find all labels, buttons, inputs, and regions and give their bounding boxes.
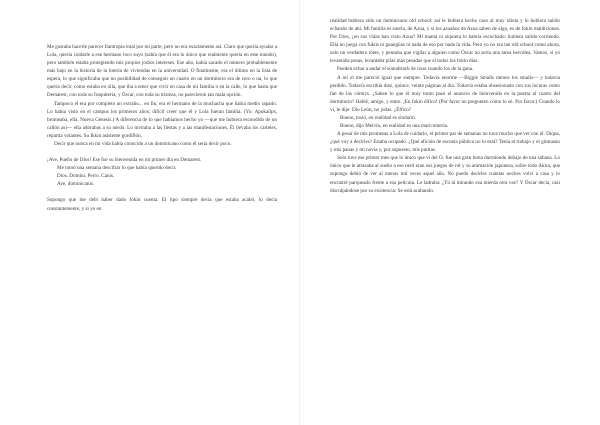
paragraph: Tampoco él era por completo un extraño... en fin, era el hermano de la muchacha que había medio rapado. Lo había visto en el campus los primeros años; difícil creer que él y Lola fueran familia. (Yo: Apokalips, bromeaba, ella. Nueva Génesis.) A diferencia de lo que habíamos hecho yo —que me hubiera escondido de un callón así— ella adorabas a su nerdo. Lo invitaba a las fiestas y a las manifestaciones. Él llevaba los carteles, repartía volantes. Su Ikkin asistente gordiflón. (47, 100, 277, 139)
left-page-text (47, 43, 277, 213)
paragraph: Supongo que me debí haber dado fokin cuenta. El tipo siempre decía que estaba acabó, lo decía constantemente, y si yo en (47, 197, 277, 212)
blank-line (47, 148, 277, 156)
paragraph: Ave, dominicanis. (57, 181, 95, 188)
paragraph: Bueno, dijo Melvin, en realidad es una maricomería. (340, 123, 449, 130)
paragraph: A pesar de mis promesas a Lola de cuidarlo, el primer par de semanas no tuve mucho que ver con él. Diqua, ¿qué voy a decirles? Estaba ocupado. ¿Qué afición de escuela pública no lo está? Tenía el trabajo y el gimnasio y mis panas y mi novia y, por supuesto, mis putitas. (330, 131, 560, 154)
paragraph: ¡Ave, Pueño de Dios! Ese fue su bienvenida en mi primer día en Demarest. (47, 157, 202, 164)
paragraph: Me tomó una semana descifrar lo que había querido decir. (57, 165, 177, 172)
paragraph: Dios. Domini. Perro. Canis. (57, 173, 115, 180)
paragraph: Pueden echar a andar el soundtrack de risas cuando los de la gana. (337, 66, 474, 73)
paragraph: Me gustaba hacerle parecer Ilantropia total por mi parte, pero no era exactamente así. Claro que quería ayudar a Lola, quería cuidarle a ese hermano loco suyo (sabía que él era lo único que realmente quería en este mundo), pero también estaba protegiendo mis propios jodios intereses. Ese año, había sacado el número probablemente más bajo en la historia de la lotería de viviendas en la universidad. O finalmente, era el último en la lista de espera, lo que significaba que no posibilidad de conseguir un cuarto en un dormitorio era de cero o na, lo que quería decir, como estaba en olla, que iba a tener que vivir en casa de mi familia o en la calle, lo que hasta que Demarest, con toda su fraquiteria, y Óscar, con toda su tristeza, no parecieron tan mala opción. (47, 44, 277, 99)
paragraph: Decir que nunca en mi vida había conocido a un dominicano como él sería decir poco. (54, 140, 232, 147)
paragraph: Bueno, tosió, en realidad es sindarín. (340, 114, 416, 121)
right-page-text (330, 17, 560, 195)
paragraph: A mí el me pareció igual que siempre. Todavía enorme —Biggie Smalls menos los smalls— y todavía perdido. Todavía escribía diez, quince, veinte páginas al día. Todavía estaba obsesionado con sus locuras como fan de los cómics. ¿Saben lo que él muy tonto pasó el anuncio de bienvenida en la puerta al cuarto del dormitorio? Hablé, amigo, y entre. ¡En fokin élfico! (Por favor no pregunten cómo lo sé. Por favor.) Cuando lo vi, le dije: Dio León, no jodas. ¿Élfico? (330, 74, 560, 113)
right-page (300, 0, 600, 425)
paragraph: realidad hubiera sido un dominicano old school: así le hubiera hecho caso al muy idiota y lo hubiera salido echando de ahí. Mi familia es suerla, de Azua, y si los azuaños de Azua saben de algo, es de fokin maldiciones. Por Dios, ¿en sus vidas han visto Azua? Mi mamá ni siquiera lo habría escuchado: hubiera salido corriendo. Ella no juega con fukús ni guangüas ni nada de eso por nada la vida. Pero yo no era tan old school como ahora, solo un verdadero tóete, y pensaba que vigilar a alguien como Óscar no sería una tarea hercúlea. Vamos, si yo levantaba pesas, levantaba pilas más pesadas que el todos los fokin días. (330, 18, 560, 65)
paragraph: Solo tuve ese primer mes que lo único que vi del O. fue una gran loma durmiendo debajo de una sábana. Lo único que le atrasaba al sueño a ese nerd eran sus juegos de rol y su animación japonesa, sobre todo Akira, que supongo debió de ver al menos mil veces aquel año. No puedo decirles cuántas noches volví a casa y lo encontré parqueado frente a esa película. Le ladraba: ¿Tú tá mirando esa mierda otra vez? Y Óscar decía, casi disculpándose por su existencia: Se está acabando. (330, 155, 560, 194)
blank-line (47, 188, 277, 196)
